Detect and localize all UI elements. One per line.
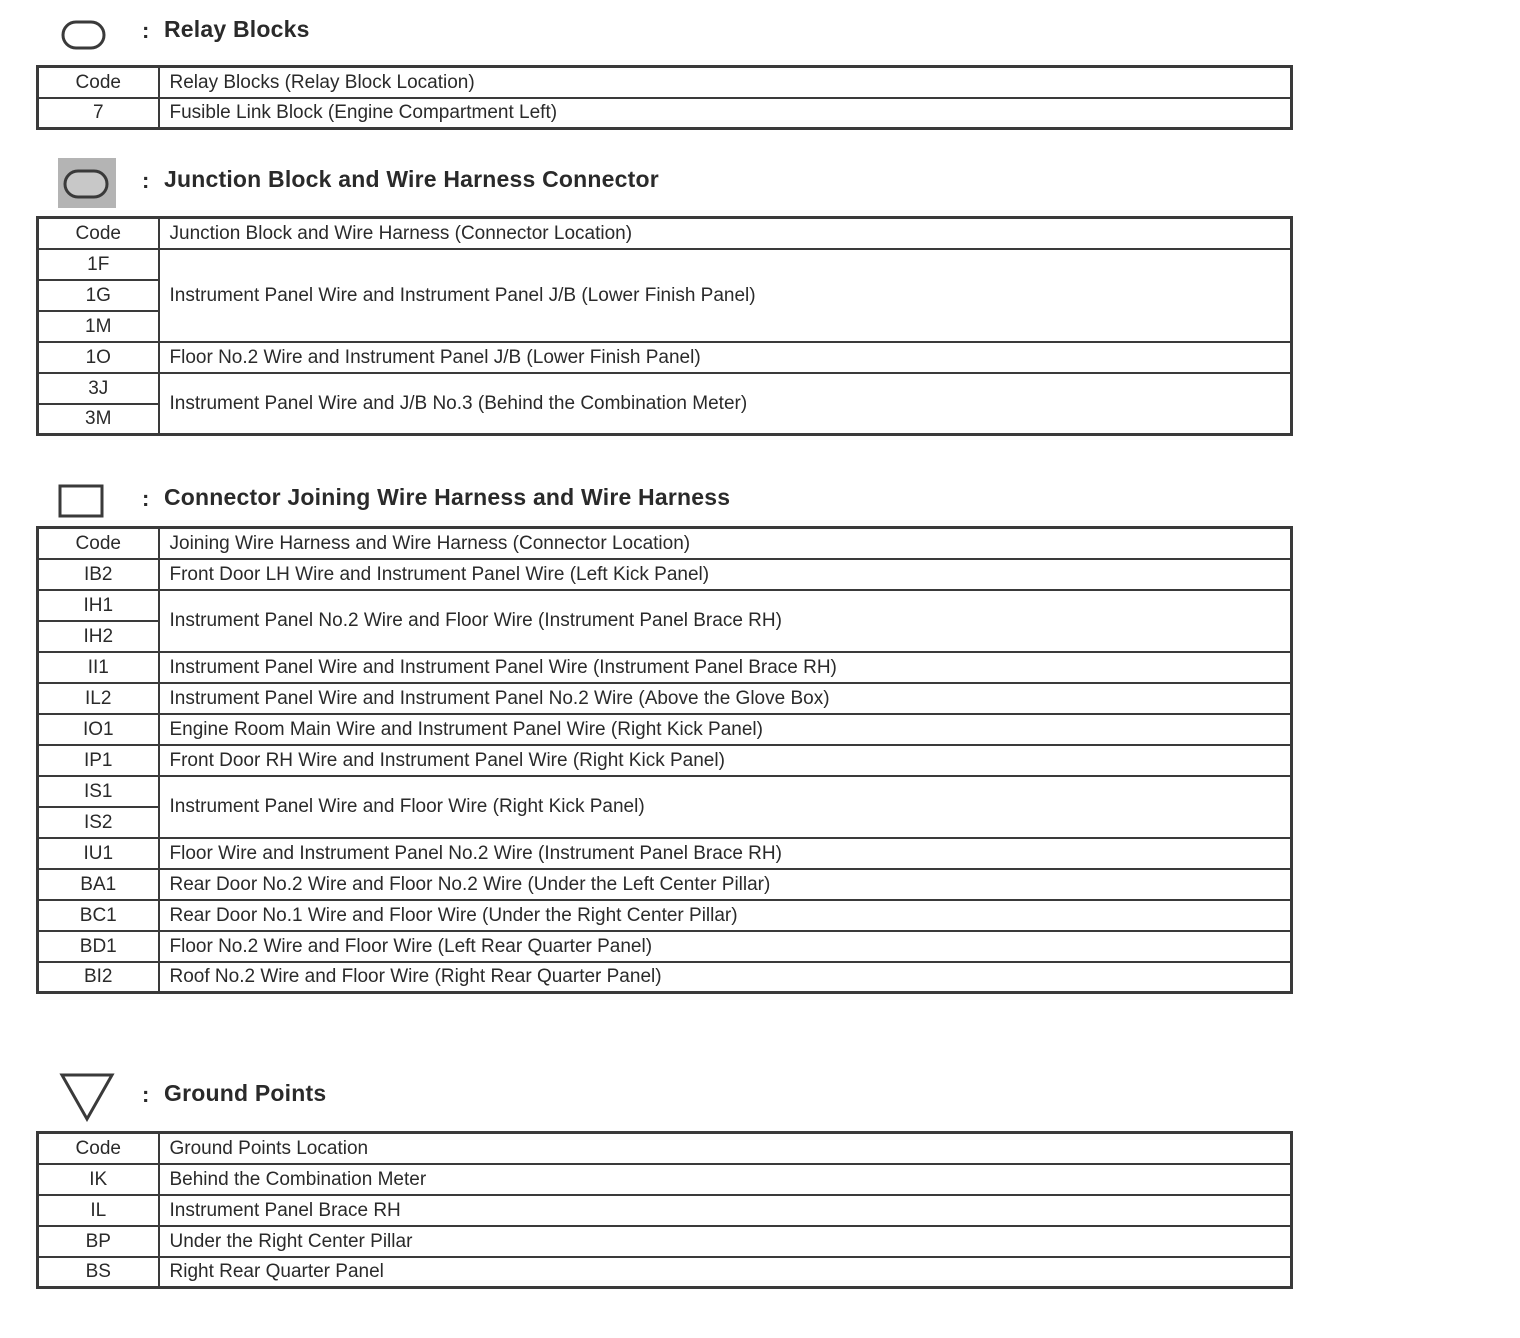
table-row [38,1195,1292,1226]
table-row [38,1164,1292,1195]
header-code: Code [38,67,159,98]
row-code: IL2 [38,683,159,714]
table-row [38,838,1292,869]
row-code: IB2 [38,559,159,590]
row-description: Instrument Panel Wire and J/B No.3 (Behind the Combination Meter) [159,373,1292,435]
table-row [38,249,1292,280]
row-code: IU1 [38,838,159,869]
table-header-row [38,1133,1292,1164]
junction-block-heading [56,158,1296,208]
row-code: BA1 [38,869,159,900]
row-description: Roof No.2 Wire and Floor Wire (Right Rear Quarter Panel) [159,962,1292,993]
row-description: Right Rear Quarter Panel [159,1257,1292,1288]
heading-colon: : [142,168,150,193]
row-description: Under the Right Center Pillar [159,1226,1292,1257]
header-code: Code [38,1133,159,1164]
table-row [38,559,1292,590]
section-title: Relay Blocks [164,16,310,42]
header-description: Ground Points Location [159,1133,1292,1164]
rounded-oval-icon [56,8,118,58]
row-description: Front Door RH Wire and Instrument Panel Wire (Right Kick Panel) [159,745,1292,776]
row-code: IS1 [38,776,159,807]
table-row [38,373,1292,404]
row-description: Instrument Panel Wire and Floor Wire (Right Kick Panel) [159,776,1292,838]
relay-blocks-heading [56,8,1296,58]
row-code: IH1 [38,590,159,621]
connector-table [36,526,1293,994]
table-header-row [38,528,1292,559]
table-row [38,869,1292,900]
row-code: 1G [38,280,159,311]
table-row [38,776,1292,807]
table-row [38,98,1292,129]
row-code: IP1 [38,745,159,776]
ground-points-heading [56,1072,1296,1122]
table-row [38,745,1292,776]
table-row [38,1226,1292,1257]
header-code: Code [38,218,159,249]
heading-colon: : [142,1082,150,1107]
row-code: IH2 [38,621,159,652]
row-code: 1O [38,342,159,373]
row-code: IK [38,1164,159,1195]
junction-block-table [36,216,1293,436]
header-description: Relay Blocks (Relay Block Location) [159,67,1292,98]
table-row [38,342,1292,373]
row-code: BP [38,1226,159,1257]
header-description: Joining Wire Harness and Wire Harness (Connector Location) [159,528,1292,559]
row-code: 3J [38,373,159,404]
heading-colon: : [142,486,150,511]
row-description: Instrument Panel Wire and Instrument Panel Wire (Instrument Panel Brace RH) [159,652,1292,683]
table-row [38,652,1292,683]
row-description: Instrument Panel Brace RH [159,1195,1292,1226]
row-code: BC1 [38,900,159,931]
row-description: Behind the Combination Meter [159,1164,1292,1195]
row-description: Floor No.2 Wire and Instrument Panel J/B (Lower Finish Panel) [159,342,1292,373]
table-row [38,683,1292,714]
table-row [38,900,1292,931]
row-code: 1M [38,311,159,342]
table-row [38,714,1292,745]
table-row [38,590,1292,621]
row-code: BI2 [38,962,159,993]
row-description: Front Door LH Wire and Instrument Panel Wire (Left Kick Panel) [159,559,1292,590]
row-description: Rear Door No.1 Wire and Floor Wire (Under the Right Center Pillar) [159,900,1292,931]
row-code: 1F [38,249,159,280]
row-description: Instrument Panel Wire and Instrument Panel J/B (Lower Finish Panel) [159,249,1292,342]
header-code: Code [38,528,159,559]
row-code: IL [38,1195,159,1226]
row-code: 3M [38,404,159,435]
table-header-row [38,67,1292,98]
heading-colon: : [142,18,150,43]
row-description: Instrument Panel No.2 Wire and Floor Wire (Instrument Panel Brace RH) [159,590,1292,652]
connector-heading [56,476,1296,526]
row-code: BD1 [38,931,159,962]
row-description: Floor Wire and Instrument Panel No.2 Wire (Instrument Panel Brace RH) [159,838,1292,869]
table-row [38,931,1292,962]
section-title: Connector Joining Wire Harness and Wire Harness [164,484,731,510]
row-code: IO1 [38,714,159,745]
row-description: Engine Room Main Wire and Instrument Panel Wire (Right Kick Panel) [159,714,1292,745]
table-row [38,962,1292,993]
section-title: Ground Points [164,1080,327,1106]
row-code: BS [38,1257,159,1288]
table-header-row [38,218,1292,249]
relay-blocks-table [36,65,1293,130]
ground-points-table [36,1131,1293,1289]
row-description: Instrument Panel Wire and Instrument Panel No.2 Wire (Above the Glove Box) [159,683,1292,714]
header-description: Junction Block and Wire Harness (Connector Location) [159,218,1292,249]
rectangle-icon [56,476,118,526]
row-description: Rear Door No.2 Wire and Floor No.2 Wire (Under the Left Center Pillar) [159,869,1292,900]
row-description: Floor No.2 Wire and Floor Wire (Left Rear Quarter Panel) [159,931,1292,962]
row-code: 7 [38,98,159,129]
section-title: Junction Block and Wire Harness Connector [164,166,659,192]
ground-triangle-icon [56,1072,118,1122]
row-code: IS2 [38,807,159,838]
row-code: II1 [38,652,159,683]
table-row [38,1257,1292,1288]
row-description: Fusible Link Block (Engine Compartment Left) [159,98,1292,129]
shaded-oval-icon [56,158,118,208]
